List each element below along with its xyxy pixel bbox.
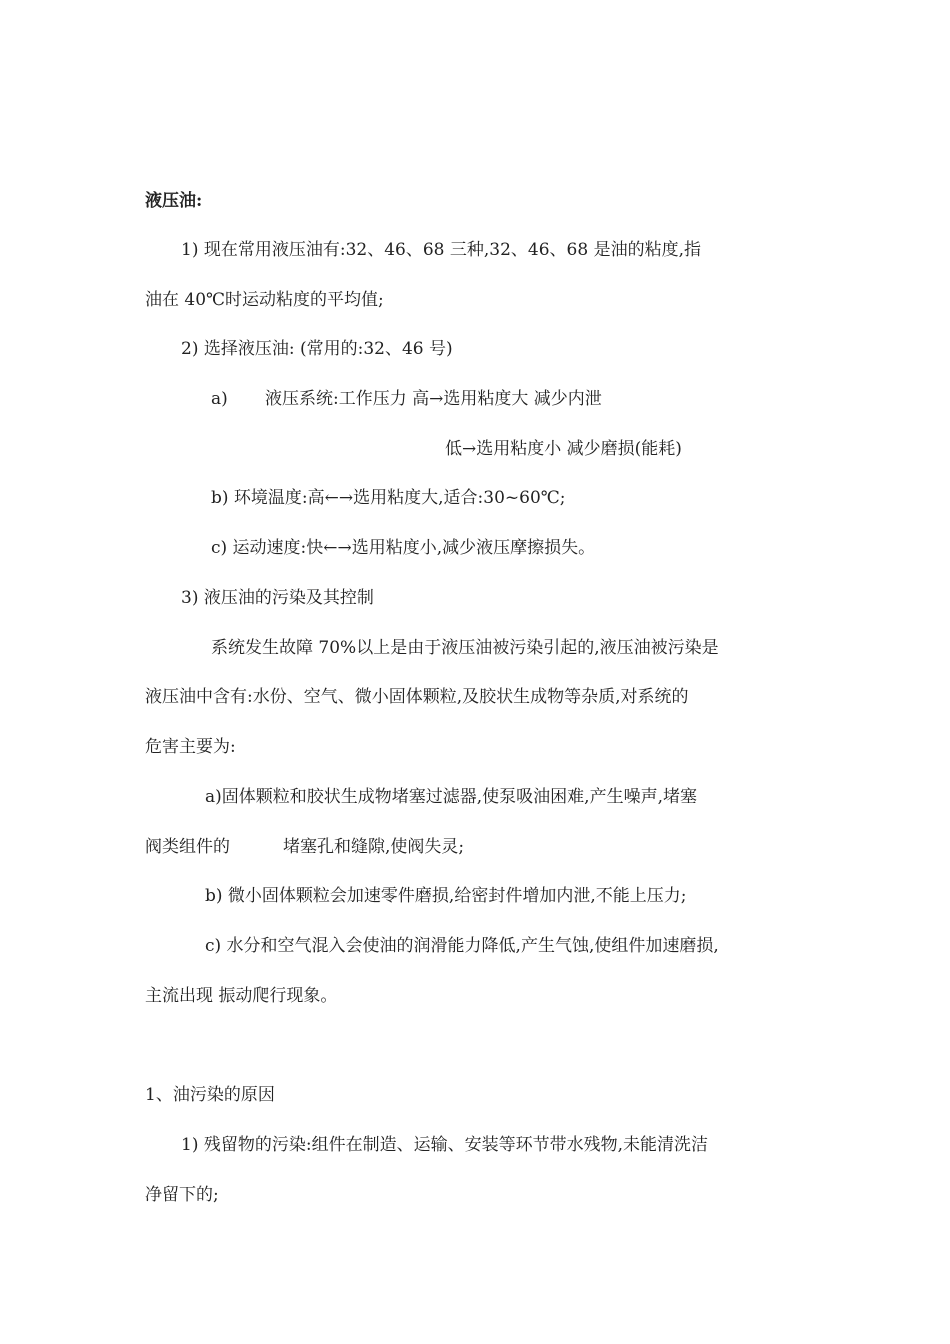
paragraph-line: 1) 现在常用液压油有:32、46、68 三种,32、46、68 是油的粘度,指	[181, 240, 701, 260]
paragraph-line: 危害主要为:	[145, 737, 236, 757]
paragraph-line: 2) 选择液压油: (常用的:32、46 号)	[181, 339, 453, 359]
paragraph-line: 净留下的;	[145, 1185, 219, 1205]
paragraph-line: 液压系统:工作压力 高→选用粘度大 减少内泄	[265, 389, 602, 409]
subsection-heading: 1、油污染的原因	[145, 1085, 275, 1105]
paragraph-line: b) 环境温度:高←→选用粘度大,适合:30~60℃;	[211, 488, 566, 508]
paragraph-line: 堵塞孔和缝隙,使阀失灵;	[283, 837, 465, 857]
paragraph-line: 系统发生故障 70%以上是由于液压油被污染引起的,液压油被污染是	[211, 638, 719, 658]
paragraph-line: 液压油中含有:水份、空气、微小固体颗粒,及胶状生成物等杂质,对系统的	[145, 687, 689, 707]
paragraph-line: 3) 液压油的污染及其控制	[181, 588, 374, 608]
paragraph-line: 主流出现 振动爬行现象。	[145, 986, 338, 1006]
paragraph-line: b) 微小固体颗粒会加速零件磨损,给密封件增加内泄,不能上压力;	[205, 886, 687, 906]
paragraph-line: c) 运动速度:快←→选用粘度小,减少液压摩擦损失。	[211, 538, 596, 558]
paragraph-line: 1) 残留物的污染:组件在制造、运输、安装等环节带水残物,未能清洗洁	[181, 1135, 708, 1155]
paragraph-line: c) 水分和空气混入会使油的润滑能力降低,产生气蚀,使组件加速磨损,	[205, 936, 719, 956]
list-marker: a)	[211, 389, 228, 409]
paragraph-line: 低→选用粘度小 减少磨损(能耗)	[445, 439, 682, 459]
paragraph-line: a)固体颗粒和胶状生成物堵塞过滤器,使泵吸油困难,产生噪声,堵塞	[205, 787, 697, 807]
paragraph-line: 油在 40℃时运动粘度的平均值;	[145, 290, 384, 310]
paragraph-line: 阀类组件的	[145, 837, 230, 857]
section-heading: 液压油:	[145, 191, 203, 211]
